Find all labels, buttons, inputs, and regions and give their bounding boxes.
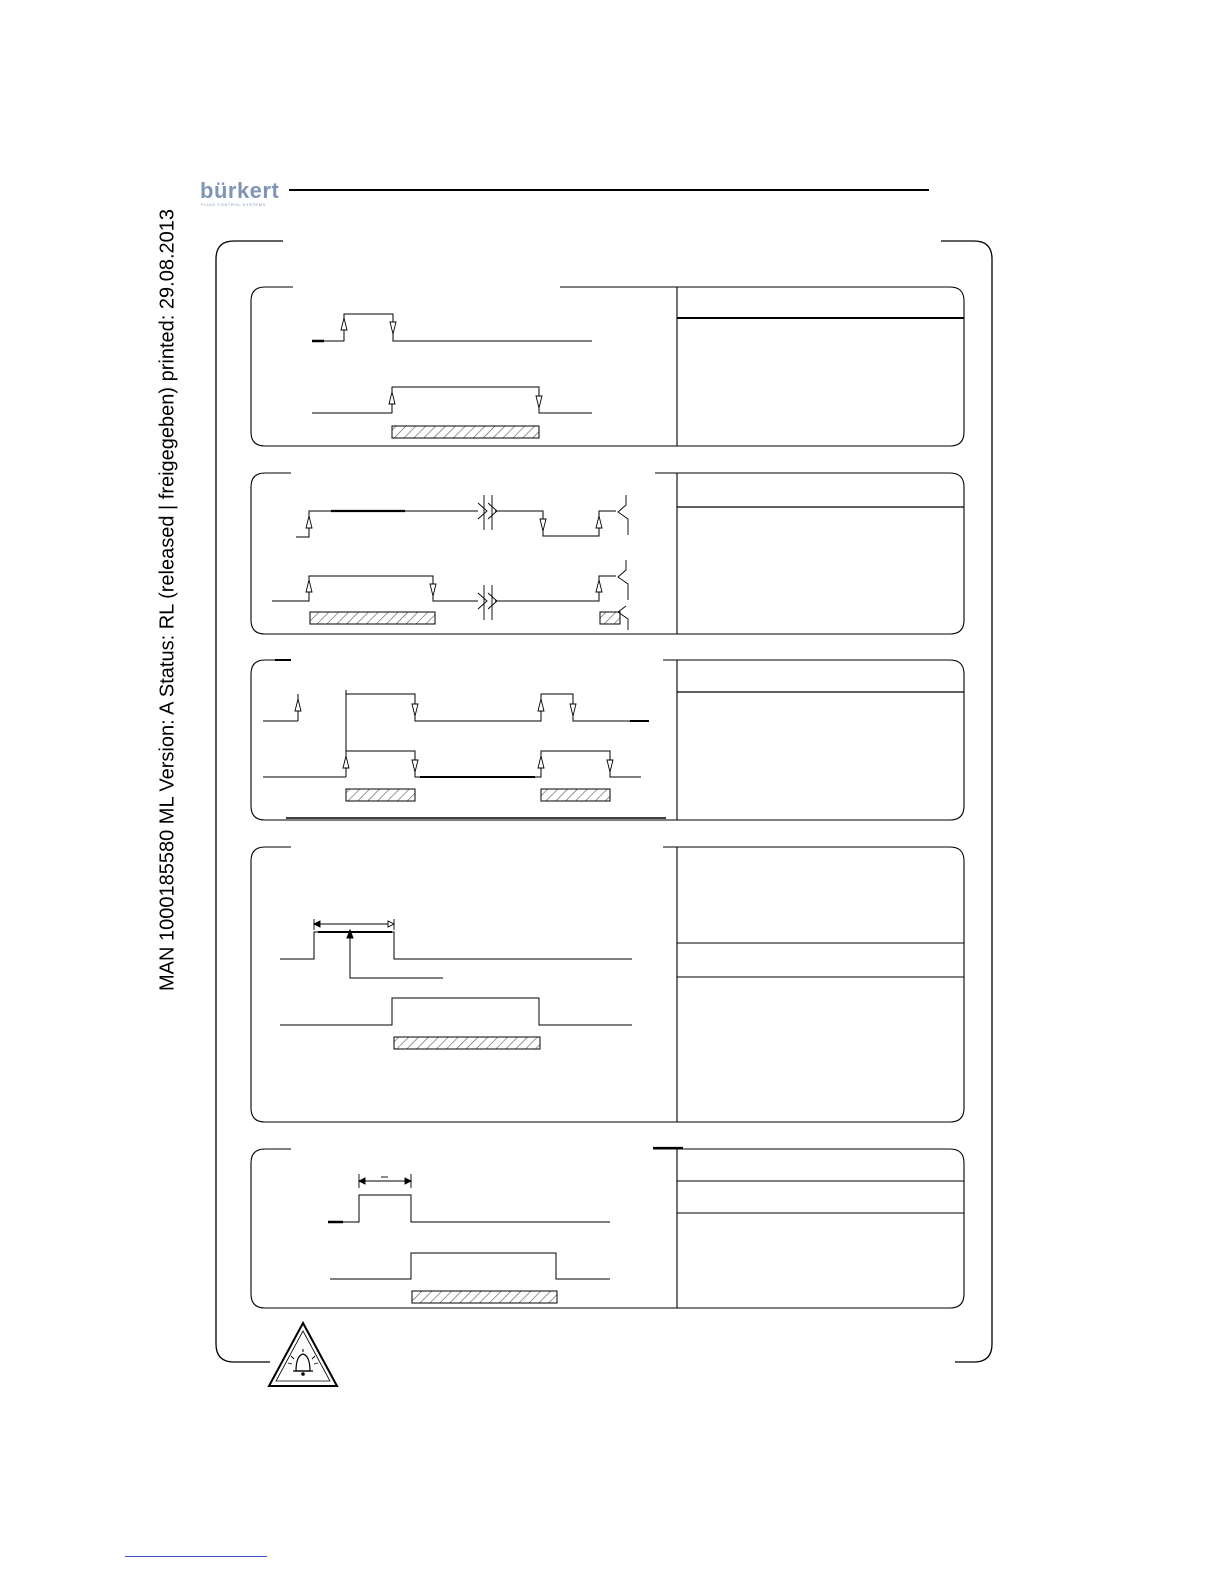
edge-arrow-icons: [306, 516, 602, 596]
time-dimension-icon: [314, 919, 394, 930]
delay-hatched-bar: [346, 789, 415, 801]
timing-panel-1: [251, 287, 964, 446]
timing-panel-2: [251, 473, 964, 634]
edge-arrow-icons: [341, 318, 542, 408]
output-signal-trace: [272, 576, 616, 601]
output-signal-trace: [330, 1253, 610, 1279]
input-signal-trace: [312, 314, 592, 341]
time-dimension-icon: [359, 1174, 411, 1188]
input-signal-trace: [280, 930, 632, 978]
edge-arrow-icons: [295, 699, 613, 772]
input-signal-trace: [328, 1195, 610, 1222]
document-stamp-text: MAN 1000185580 ML Version: A Status: RL (released | freigegeben) printed: 29.08.2013: [156, 208, 179, 992]
input-signal-trace: [296, 511, 616, 537]
delay-hatched-bar: [541, 789, 610, 801]
footer-link-underline[interactable]: [125, 1556, 267, 1557]
delay-hatched-bar: [394, 1037, 540, 1049]
delay-hatched-bar: [310, 612, 435, 624]
delay-hatched-bar: [600, 612, 620, 624]
timing-panel-3: [251, 660, 964, 820]
output-signal-trace: [263, 690, 641, 777]
break-marks: [478, 495, 628, 630]
delay-hatched-bar: [412, 1291, 557, 1303]
input-signal-trace: [263, 694, 649, 721]
logo-brand: bürkert: [200, 178, 280, 203]
delay-hatched-bar: [392, 426, 539, 438]
output-signal-trace: [280, 998, 632, 1025]
timing-panel-5: [251, 1148, 964, 1308]
output-signal-trace: [312, 387, 592, 413]
bell-warning-icon: [269, 1323, 337, 1386]
timing-panel-4: [251, 847, 964, 1122]
logo-tagline: FLUID CONTROL SYSTEMS: [201, 202, 266, 207]
